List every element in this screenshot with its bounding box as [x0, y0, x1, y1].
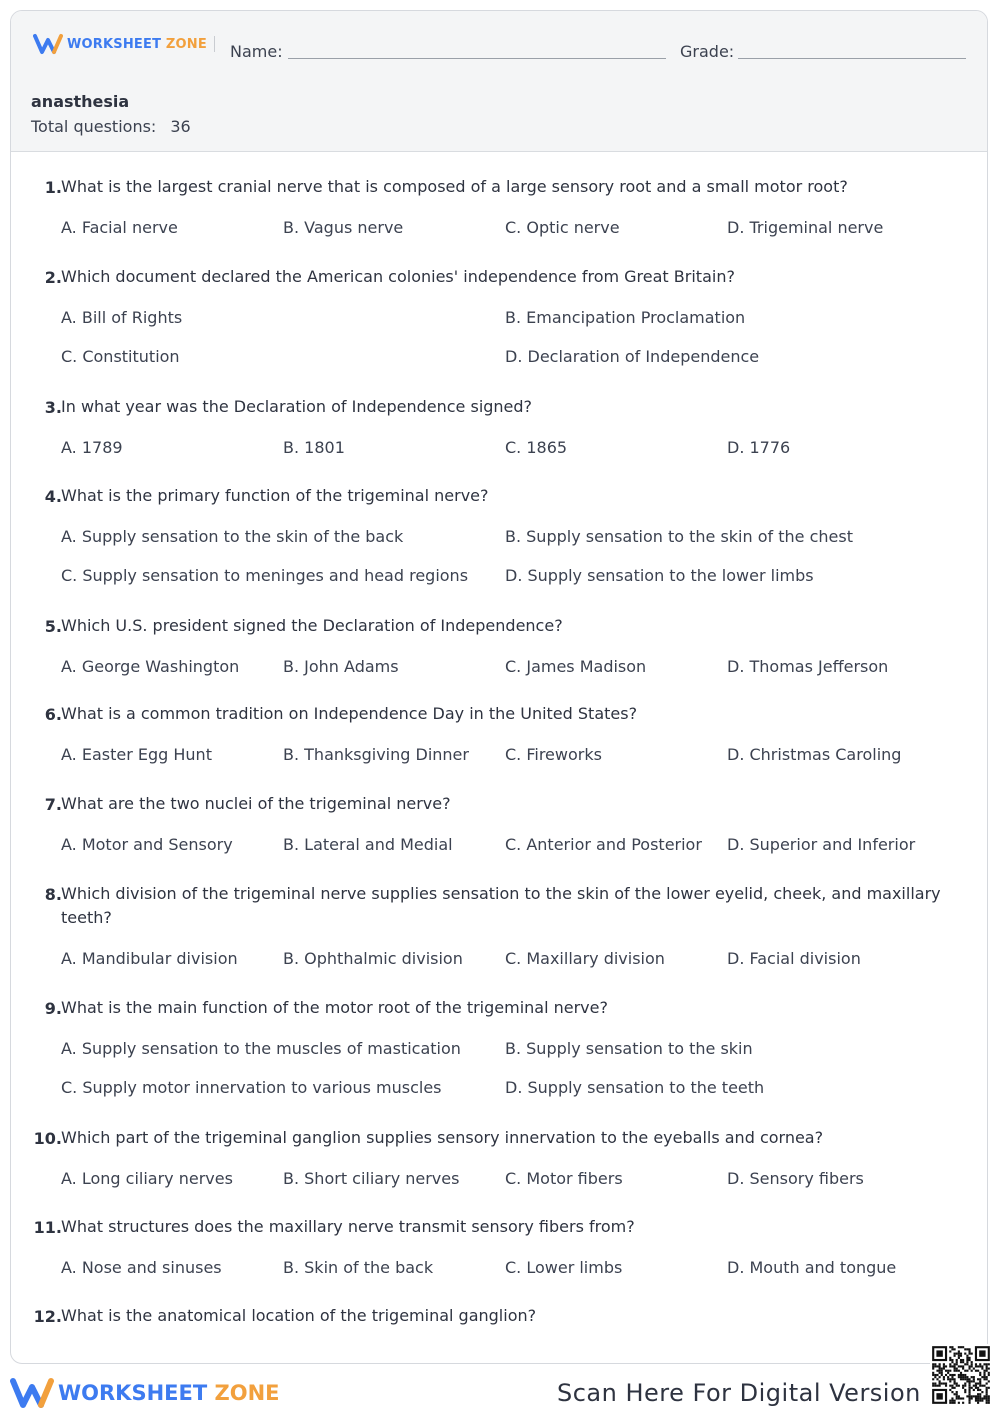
- answer-option[interactable]: D. Facial division: [727, 949, 861, 968]
- answer-option[interactable]: A. Nose and sinuses: [61, 1258, 222, 1277]
- question-number: 7.: [44, 795, 62, 814]
- answer-option[interactable]: A. Easter Egg Hunt: [61, 745, 212, 764]
- answer-option[interactable]: C. Anterior and Posterior: [505, 835, 702, 854]
- answer-option[interactable]: C. James Madison: [505, 657, 647, 676]
- answer-option[interactable]: C. Supply sensation to meninges and head regions: [61, 566, 469, 585]
- answer-option[interactable]: D. Supply sensation to the teeth: [505, 1078, 765, 1097]
- question-number: 8.: [44, 885, 62, 904]
- question-text: Which U.S. president signed the Declaration of Independence?: [61, 616, 563, 635]
- answer-option[interactable]: B. Skin of the back: [283, 1258, 434, 1277]
- brand-logo: [33, 33, 207, 55]
- logo-w-icon: [33, 33, 63, 55]
- answer-option[interactable]: D. Thomas Jefferson: [727, 657, 889, 676]
- answer-option[interactable]: B. Lateral and Medial: [283, 835, 453, 854]
- question-text: What is the main function of the motor root of the trigeminal nerve?: [61, 998, 608, 1017]
- answer-option[interactable]: A. Supply sensation to the muscles of mastication: [61, 1039, 461, 1058]
- answer-option[interactable]: C. Lower limbs: [505, 1258, 623, 1277]
- question-number: 12.: [33, 1307, 62, 1326]
- answer-option[interactable]: D. Declaration of Independence: [505, 347, 760, 366]
- answer-option[interactable]: B. Thanksgiving Dinner: [283, 745, 469, 764]
- footer-brand-word-worksheet: WORKSHEET: [58, 1381, 208, 1405]
- answer-option[interactable]: B. Supply sensation to the skin: [505, 1039, 753, 1058]
- question-number: 4.: [44, 487, 62, 506]
- answer-option[interactable]: D. Sensory fibers: [727, 1169, 864, 1188]
- answer-option[interactable]: B. Emancipation Proclamation: [505, 308, 746, 327]
- footer-brand-word-zone: ZONE: [214, 1381, 280, 1405]
- brand-word-worksheet: WORKSHEET: [67, 36, 162, 52]
- question-number: 5.: [44, 617, 62, 636]
- answer-option[interactable]: A. Motor and Sensory: [61, 835, 233, 854]
- footer-logo-w-icon: [10, 1376, 54, 1410]
- answer-option[interactable]: C. 1865: [505, 438, 568, 457]
- question-number: 9.: [44, 999, 62, 1018]
- answer-option[interactable]: A. George Washington: [61, 657, 240, 676]
- answer-option[interactable]: D. Superior and Inferior: [727, 835, 916, 854]
- answer-option[interactable]: C. Motor fibers: [505, 1169, 623, 1188]
- question-text: What is the anatomical location of the trigeminal ganglion?: [61, 1306, 537, 1325]
- worksheet-title: anasthesia: [31, 92, 130, 111]
- question-number: 1.: [44, 178, 62, 197]
- worksheet: [10, 10, 988, 1364]
- question-number: 2.: [44, 268, 62, 287]
- question-number: 10.: [33, 1129, 62, 1148]
- grade-field[interactable]: [738, 58, 966, 59]
- qr-code-icon[interactable]: [930, 1344, 992, 1406]
- question-number: 6.: [44, 705, 62, 724]
- question-text: Which document declared the American colonies' independence from Great Britain?: [61, 267, 735, 286]
- header-divider: [214, 36, 215, 52]
- name-label: Name:: [230, 42, 283, 61]
- grade-label: Grade:: [680, 42, 735, 61]
- answer-option[interactable]: C. Constitution: [61, 347, 180, 366]
- total-questions-label: Total questions:: [31, 117, 157, 136]
- question-text: What structures does the maxillary nerve transmit sensory fibers from?: [61, 1217, 635, 1236]
- answer-option[interactable]: A. 1789: [61, 438, 123, 457]
- worksheet-header: [11, 11, 987, 152]
- answer-option[interactable]: A. Facial nerve: [61, 218, 178, 237]
- answer-option[interactable]: D. 1776: [727, 438, 791, 457]
- answer-option[interactable]: A. Supply sensation to the skin of the back: [61, 527, 404, 546]
- answer-option[interactable]: D. Trigeminal nerve: [727, 218, 884, 237]
- answer-option[interactable]: A. Long ciliary nerves: [61, 1169, 233, 1188]
- question-text: What are the two nuclei of the trigeminal nerve?: [61, 794, 451, 813]
- question-number: 11.: [33, 1218, 62, 1237]
- answer-option[interactable]: D. Christmas Caroling: [727, 745, 902, 764]
- question-number: 3.: [44, 398, 62, 417]
- name-field[interactable]: [288, 58, 666, 59]
- question-text: Which division of the trigeminal nerve supplies sensation to the skin of the lower eyelid, cheek, and maxillary teeth?: [61, 884, 941, 927]
- answer-option[interactable]: C. Supply motor innervation to various muscles: [61, 1078, 442, 1097]
- answer-option[interactable]: B. John Adams: [283, 657, 399, 676]
- answer-option[interactable]: C. Maxillary division: [505, 949, 665, 968]
- answer-option[interactable]: D. Supply sensation to the lower limbs: [505, 566, 814, 585]
- answer-option[interactable]: A. Bill of Rights: [61, 308, 183, 327]
- answer-option[interactable]: A. Mandibular division: [61, 949, 238, 968]
- answer-option[interactable]: B. 1801: [283, 438, 345, 457]
- answer-option[interactable]: B. Short ciliary nerves: [283, 1169, 460, 1188]
- footer-brand-logo: [10, 1376, 280, 1410]
- answer-option[interactable]: C. Optic nerve: [505, 218, 620, 237]
- answer-option[interactable]: B. Vagus nerve: [283, 218, 404, 237]
- question-text: Which part of the trigeminal ganglion supplies sensory innervation to the eyeballs and cornea?: [61, 1128, 824, 1147]
- answer-option[interactable]: B. Ophthalmic division: [283, 949, 463, 968]
- brand-word-zone: ZONE: [165, 36, 207, 52]
- answer-option[interactable]: C. Fireworks: [505, 745, 602, 764]
- scan-caption: Scan Here For Digital Version: [557, 1379, 921, 1407]
- question-text: What is the largest cranial nerve that is composed of a large sensory root and a small motor root?: [61, 177, 848, 196]
- answer-option[interactable]: B. Supply sensation to the skin of the chest: [505, 527, 853, 546]
- total-questions: [31, 117, 191, 136]
- question-text: What is the primary function of the trigeminal nerve?: [61, 486, 489, 505]
- question-text: In what year was the Declaration of Independence signed?: [61, 397, 533, 416]
- total-questions-value: 36: [170, 117, 191, 136]
- question-text: What is a common tradition on Independence Day in the United States?: [61, 704, 638, 723]
- answer-option[interactable]: D. Mouth and tongue: [727, 1258, 897, 1277]
